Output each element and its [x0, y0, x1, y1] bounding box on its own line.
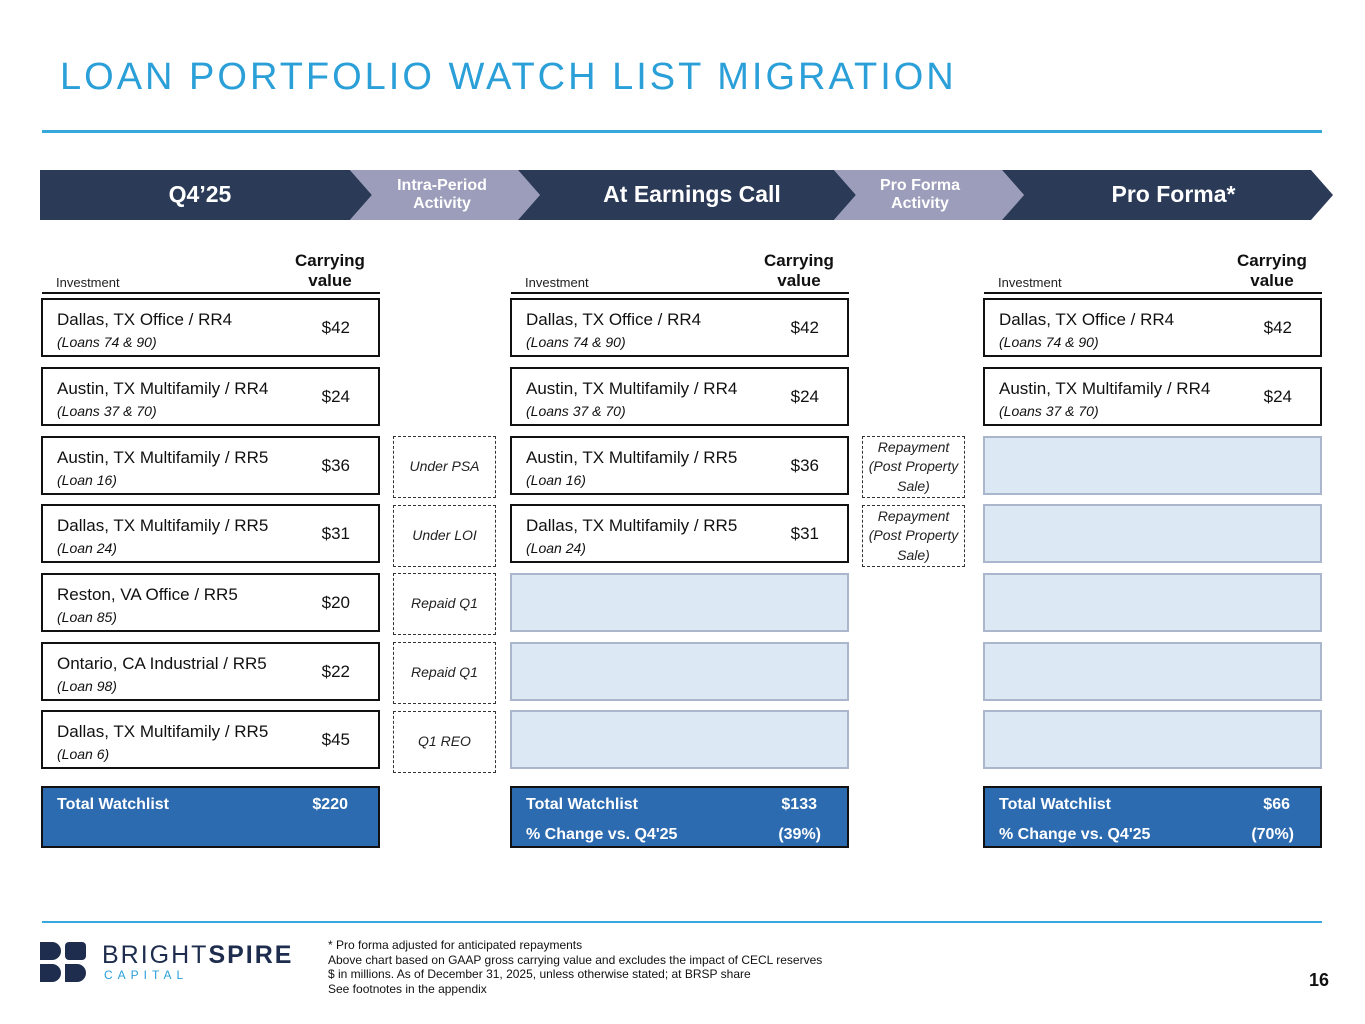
intra-activity-note: Q1 REO	[393, 711, 496, 773]
loan-name: Dallas, TX Office / RR4	[57, 310, 233, 329]
q4-loan-row	[41, 298, 380, 357]
call-total-box	[510, 786, 849, 848]
page-number: 16	[1308, 970, 1329, 990]
q4-loan-row	[41, 710, 380, 769]
loan-ids: (Loans 74 & 90)	[999, 334, 1099, 350]
call-loan-row	[510, 367, 849, 426]
loan-ids: (Loans 37 & 70)	[526, 403, 626, 419]
loan-name: Dallas, TX Multifamily / RR5	[526, 516, 738, 535]
intra-activity-note: Under LOI	[393, 505, 496, 567]
carrying-value-header: Carrying value	[1237, 250, 1307, 291]
chevron-intra-label: Intra-Period Activity	[397, 177, 487, 212]
chevron-pro-forma-label: Pro Forma*	[1111, 181, 1236, 208]
carrying-value: $20	[321, 593, 350, 612]
loan-name: Dallas, TX Office / RR4	[526, 310, 702, 329]
footnote-line: See footnotes in the appendix	[328, 981, 487, 996]
q4-loan-row	[41, 367, 380, 426]
change-label: % Change vs. Q4'25	[526, 826, 678, 843]
loan-ids: (Loan 16)	[57, 472, 117, 488]
call-empty-slot	[510, 573, 849, 632]
investment-header: Investment	[998, 275, 1062, 290]
call-loan-row	[510, 436, 849, 495]
loan-ids: (Loans 37 & 70)	[57, 403, 157, 419]
chevron-pf-activity-label: Pro Forma Activity	[879, 177, 960, 212]
chevron-pro-forma	[1002, 170, 1333, 220]
q4-loan-row	[41, 573, 380, 632]
pro-forma-activity-note: Repayment (Post Property Sale)	[862, 505, 965, 567]
brightspire-logo	[40, 940, 300, 986]
loan-ids: (Loan 85)	[57, 609, 117, 625]
chevron-intra-period	[350, 170, 540, 220]
pro-forma-loan-row	[983, 298, 1322, 357]
loan-name: Austin, TX Multifamily / RR4	[999, 379, 1211, 398]
chevron-earnings-call	[518, 170, 856, 220]
total-value: $220	[312, 796, 348, 813]
loan-ids: (Loans 37 & 70)	[999, 403, 1099, 419]
logo-subtext: CAPITAL	[104, 968, 189, 982]
chevron-call-label: At Earnings Call	[603, 181, 781, 208]
logo-word-spire: SPIRE	[208, 941, 294, 969]
pro-forma-column-header	[984, 250, 1322, 294]
investment-header: Investment	[56, 275, 120, 290]
loan-name: Dallas, TX Office / RR4	[999, 310, 1175, 329]
carrying-value: $42	[1263, 318, 1292, 337]
carrying-value: $42	[321, 318, 350, 337]
intra-activity-note: Under PSA	[393, 436, 496, 498]
footnote-line: * Pro forma adjusted for anticipated repayments	[328, 938, 583, 952]
loan-name: Dallas, TX Multifamily / RR5	[57, 516, 269, 535]
loan-ids: (Loan 24)	[526, 540, 586, 556]
loan-ids: (Loan 98)	[57, 678, 117, 694]
intra-activity-note: Repaid Q1	[393, 642, 496, 704]
footnotes	[328, 938, 822, 996]
page-title: LOAN PORTFOLIO WATCH LIST MIGRATION	[60, 56, 957, 98]
total-value: $66	[1263, 796, 1290, 813]
carrying-value: $24	[1263, 387, 1292, 406]
pro-forma-empty-slot	[983, 504, 1322, 563]
carrying-value: $36	[321, 456, 350, 475]
carrying-value: $24	[790, 387, 819, 406]
pro-forma-total-box	[983, 786, 1322, 848]
carrying-value: $31	[321, 524, 350, 543]
title-divider	[42, 130, 1322, 133]
loan-ids: (Loans 74 & 90)	[57, 334, 157, 350]
loan-name: Austin, TX Multifamily / RR5	[526, 448, 738, 467]
pro-forma-empty-slot	[983, 710, 1322, 769]
pro-forma-empty-slot	[983, 642, 1322, 701]
loan-ids: (Loan 16)	[526, 472, 586, 488]
carrying-value: $22	[321, 662, 350, 681]
total-value: $133	[781, 796, 817, 813]
carrying-value: $24	[321, 387, 350, 406]
carrying-value: $42	[790, 318, 819, 337]
footer-divider	[42, 921, 1322, 923]
carrying-value-header: Carrying value	[295, 250, 365, 291]
q4-loan-row	[41, 642, 380, 701]
loan-name: Reston, VA Office / RR5	[57, 585, 238, 604]
loan-name: Ontario, CA Industrial / RR5	[57, 654, 267, 673]
intra-activity-note: Repaid Q1	[393, 573, 496, 635]
change-value: (39%)	[778, 826, 821, 843]
footnote-line: Above chart based on GAAP gross carrying value and excludes the impact of CECL reserves	[328, 952, 823, 967]
footnote-line: $ in millions. As of December 31, 2025, unless otherwise stated; at BRSP share	[328, 967, 751, 981]
loan-name: Austin, TX Multifamily / RR4	[526, 379, 738, 398]
q4-loan-row	[41, 504, 380, 563]
call-empty-slot	[510, 710, 849, 769]
q4-column-header	[42, 250, 380, 294]
loan-name: Austin, TX Multifamily / RR5	[57, 448, 269, 467]
loan-ids: (Loans 74 & 90)	[526, 334, 626, 350]
q4-total-box	[41, 786, 380, 848]
logo-wordmark	[102, 941, 293, 970]
pro-forma-empty-slot	[983, 436, 1322, 495]
chevron-pro-forma-activity	[834, 170, 1024, 220]
chevron-q4-label: Q4’25	[168, 181, 232, 208]
chevron-q4	[40, 170, 372, 220]
pro-forma-loan-row	[983, 367, 1322, 426]
carrying-value: $45	[321, 730, 350, 749]
call-column-header	[511, 250, 849, 294]
investment-header: Investment	[525, 275, 589, 290]
q4-loan-row	[41, 436, 380, 495]
carrying-value-header: Carrying value	[764, 250, 834, 291]
loan-name: Dallas, TX Multifamily / RR5	[57, 722, 269, 741]
call-loan-row	[510, 504, 849, 563]
change-label: % Change vs. Q4'25	[999, 826, 1151, 843]
pro-forma-activity-note: Repayment (Post Property Sale)	[862, 436, 965, 498]
loan-name: Austin, TX Multifamily / RR4	[57, 379, 269, 398]
pro-forma-empty-slot	[983, 573, 1322, 632]
brightspire-mark-icon	[40, 942, 88, 984]
call-empty-slot	[510, 642, 849, 701]
loan-ids: (Loan 24)	[57, 540, 117, 556]
call-loan-row	[510, 298, 849, 357]
change-value: (70%)	[1251, 826, 1294, 843]
carrying-value: $36	[790, 456, 819, 475]
carrying-value: $31	[790, 524, 819, 543]
total-label: Total Watchlist	[526, 796, 638, 813]
total-label: Total Watchlist	[57, 796, 169, 813]
loan-ids: (Loan 6)	[57, 746, 110, 762]
logo-word-bright: BRIGHT	[102, 941, 209, 969]
total-label: Total Watchlist	[999, 796, 1111, 813]
